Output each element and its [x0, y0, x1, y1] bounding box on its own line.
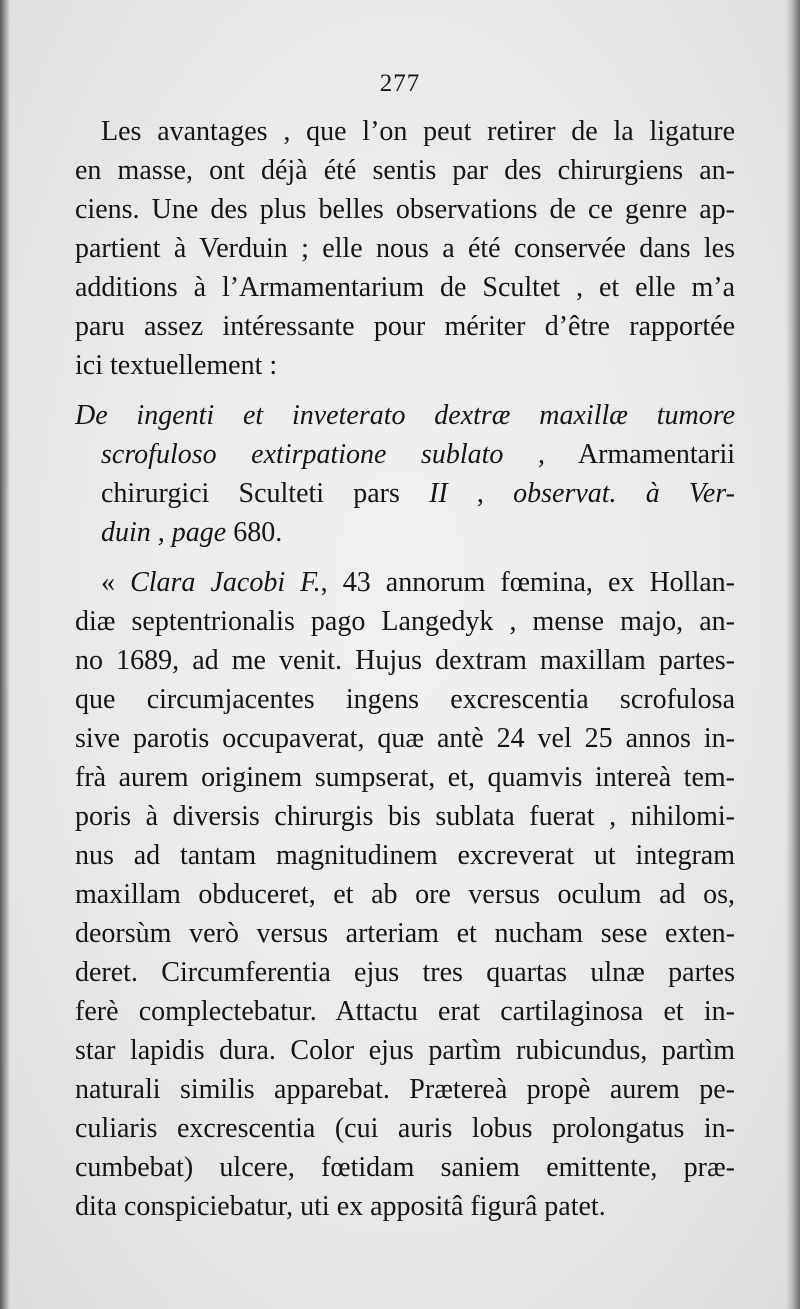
text-line: ciens. Une des plus belles observations de ce genre ap- [75, 194, 735, 225]
page-number: 277 [379, 70, 421, 97]
text-line: no 1689, ad me venit. Hujus dextram maxillam partes- [75, 645, 735, 676]
text-line: dita conspiciebatur, uti ex appositâ figurâ patet. [75, 1191, 606, 1222]
citation-roman: chirurgici Sculteti pars [101, 478, 430, 509]
page-body [75, 112, 735, 1226]
text-line: naturali similis apparebat. Prætereà propè aurem pe- [75, 1074, 735, 1105]
citation-italic: II [429, 478, 448, 509]
paragraph-quotation [75, 563, 735, 1226]
text-line: poris à diversis chirurgis bis sublata fuerat , nihilomi- [75, 801, 735, 832]
patient-name: Clara Jacobi F. [130, 567, 321, 598]
text-line: diæ septentrionalis pago Langedyk , mense majo, an- [75, 606, 735, 637]
text-line: ici textuellement : [75, 350, 278, 381]
citation-italic: scrofuloso extirpatione sublato , [101, 439, 545, 470]
text-line: deorsùm verò versus arteriam et nucham sese exten- [75, 918, 735, 949]
text-line: star lapidis dura. Color ejus partìm rubicundus, partìm [75, 1035, 735, 1066]
text-line: en masse, ont déjà été sentis par des chirurgiens an- [75, 155, 735, 186]
citation-italic: duin , page [101, 517, 227, 548]
citation-heading [75, 396, 735, 552]
text-line [75, 563, 735, 602]
paragraph-intro [75, 112, 735, 385]
text-line: nus ad tantam magnitudinem excreverat ut integram [75, 840, 735, 871]
text-line: ferè complectebatur. Attactu erat cartilaginosa et in- [75, 996, 735, 1027]
text-line: culiaris excrescentia (cui auris lobus prolongatus in- [75, 1113, 735, 1144]
text-line: deret. Circumferentia ejus tres quartas ulnæ partes [75, 957, 735, 988]
citation-line [75, 474, 735, 513]
citation-roman: 680. [226, 517, 283, 548]
citation-roman: , [447, 478, 514, 509]
text-line: Les avantages , que l’on peut retirer de la ligature [101, 116, 735, 147]
text-line: cumbebat) ulcere, fœtidam saniem emittente, præ- [75, 1152, 735, 1183]
citation-line [75, 513, 735, 552]
citation-line [75, 435, 735, 474]
citation-italic: observat. à Ver- [513, 478, 736, 509]
citation-line: De ingenti et inveterato dextræ maxillæ tumore [75, 400, 735, 431]
citation-roman: Armamentarii [544, 439, 735, 470]
text-line: paru assez intéressante pour mériter d’être rapportée [75, 311, 735, 342]
text-line: partient à Verduin ; elle nous a été conservée dans les [75, 233, 735, 264]
text-line: additions à l’Armamentarium de Scultet , et elle m’a [75, 272, 735, 303]
text-line: frà aurem originem sumpserat, et, quamvis intereà tem- [75, 762, 735, 793]
opening-quote: « [101, 567, 131, 598]
text-line: que circumjacentes ingens excrescentia scrofulosa [75, 684, 735, 715]
text-line: sive parotis occupaverat, quæ antè 24 vel 25 annos in- [75, 723, 735, 754]
text-segment: , 43 annorum fœmina, ex Hollan- [320, 567, 735, 598]
text-line: maxillam obduceret, et ab ore versus oculum ad os, [75, 879, 735, 910]
